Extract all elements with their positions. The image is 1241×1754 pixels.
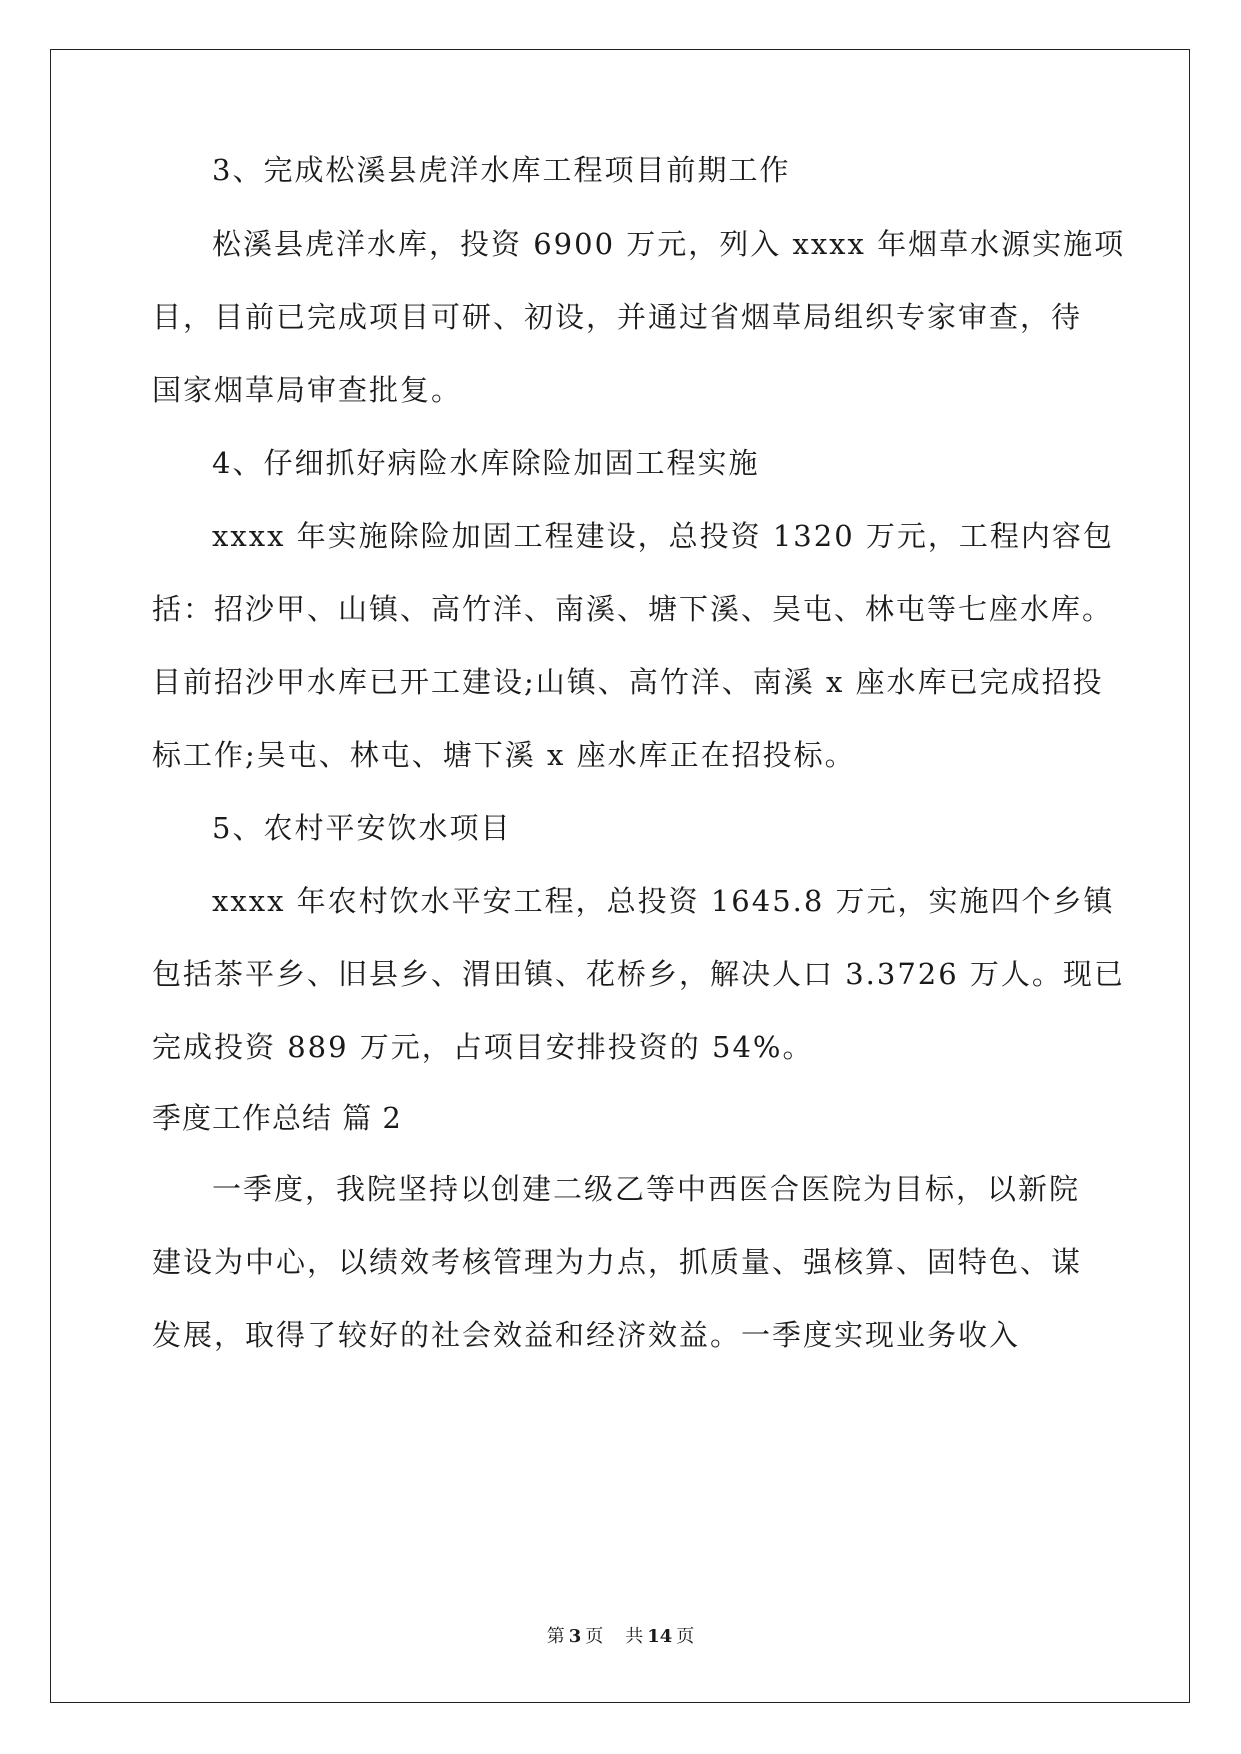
total-pages: 14 bbox=[647, 1626, 673, 1647]
paragraph-line: 完成投资 889 万元，占项目安排投资的 54%。 bbox=[152, 1030, 814, 1064]
page-number: 3 bbox=[568, 1626, 582, 1647]
page-footer bbox=[0, 1625, 1241, 1649]
section-heading-5: 5、农村平安饮水项目 bbox=[212, 811, 512, 845]
paragraph-line: 括：招沙甲、山镇、高竹洋、南溪、塘下溪、吴屯、林屯等七座水库。 bbox=[152, 592, 1114, 626]
paragraph-line: 建设为中心，以绩效考核管理为力点，抓质量、强核算、固特色、谋 bbox=[152, 1245, 1083, 1279]
article-title: 季度工作总结 篇 2 bbox=[152, 1101, 402, 1135]
paragraph-line: 标工作;吴屯、林屯、塘下溪 x 座水库正在招投标。 bbox=[152, 738, 856, 772]
paragraph-line: 一季度，我院坚持以创建二级乙等中西医合医院为目标，以新院 bbox=[212, 1172, 1081, 1206]
paragraph-line: 松溪县虎洋水库，投资 6900 万元，列入 xxxx 年烟草水源实施项 bbox=[212, 227, 1126, 261]
paragraph-line: 包括茶平乡、旧县乡、渭田镇、花桥乡，解决人口 3.3726 万人。现已 bbox=[152, 957, 1125, 991]
section-heading-4: 4、仔细抓好病险水库除险加固工程实施 bbox=[212, 446, 760, 480]
page-suffix: 页 bbox=[585, 1626, 604, 1647]
total-suffix: 页 bbox=[676, 1626, 695, 1647]
paragraph-line: 国家烟草局审查批复。 bbox=[152, 373, 463, 407]
page-prefix: 第 bbox=[546, 1626, 565, 1647]
paragraph-line: 目，目前已完成项目可研、初设，并通过省烟草局组织专家审查，待 bbox=[152, 300, 1083, 334]
section-heading-3: 3、完成松溪县虎洋水库工程项目前期工作 bbox=[212, 153, 791, 187]
paragraph-line: xxxx 年实施除险加固工程建设，总投资 1320 万元，工程内容包 bbox=[212, 519, 1114, 553]
total-prefix: 共 bbox=[625, 1626, 644, 1647]
paragraph-line: xxxx 年农村饮水平安工程，总投资 1645.8 万元，实施四个乡镇 bbox=[212, 884, 1115, 918]
paragraph-line: 发展，取得了较好的社会效益和经济效益。一季度实现业务收入 bbox=[152, 1318, 1021, 1352]
paragraph-line: 目前招沙甲水库已开工建设;山镇、高竹洋、南溪 x 座水库已完成招投 bbox=[152, 665, 1104, 699]
